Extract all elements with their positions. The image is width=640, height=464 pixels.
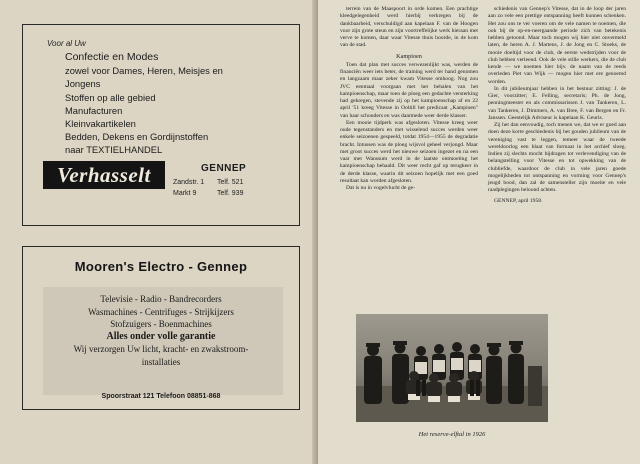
ad-city: GENNEP xyxy=(201,163,247,174)
signature: GENNEP, april 1958. xyxy=(494,197,543,204)
ad-line: Televisie - Radio - Bandrecorders xyxy=(100,294,222,304)
article-column-2 xyxy=(488,6,626,205)
ad-item: Kleinvakartikelen xyxy=(65,118,136,130)
address-1: Zandstr. 1 xyxy=(173,179,205,186)
team-photo-image xyxy=(356,314,548,422)
paragraph: Dat is nu in vogelvlucht de ge- xyxy=(346,185,415,191)
verhasselt-logo: Verhasselt xyxy=(43,161,165,189)
paragraph: In dit jubileumjaar hebben in het bestuur zitting: J. de Gier, voorzitter; E. Felling, secretaris; Ph. de Jong, penningmeester en als commissarissen J. van Tankeren, L. van Tankeren, J. Dimmers, A. van Bree, F. van Bergen en Fr. Janssen. Geestelijk Adviseur is kapelaan K. Geuris. xyxy=(488,85,626,121)
ad-product-lines xyxy=(23,293,299,368)
paragraph: Zij het dan eenvoudig, toch menen we, dat we er goed aan doen deze korte geschiedenis bij het gouden jubileum van de vereniging vast te leggen, temeer waar de tweede wereldoorlog een blaat van formaat in het archief sloeg. Indien zij slechts mocht bijdragen tot verlevendiging van de belangstelling voor Vitesse en tot opwekking van de clubliefde, waardoor de club in vele jaren goede mogelijkheden tot ontspanning en vorming voor Gennep's jeugd bood, dan zal de samensteller zijn moeite en vele raadplegingen beloond achten. xyxy=(488,122,626,194)
paragraph: terrein van de Maaspoort in orde komen. Een prachtige kleedgelegenheid werd hierbij verkregen bij de dankbaarheid, verschuldigd aan kapelaan F. van de Hoogen voor zijn grote steun en zijn voortreffelijke werk hieraan met verve te komen, daar waar Vitesse thuis hoorde, in de kom van de stad. xyxy=(340,6,478,49)
ad-item: Stoffen op alle gebied xyxy=(65,91,156,103)
ad-line: Stofzuigers - Boenmachines xyxy=(110,319,212,329)
ad-item: Confectie en Modes xyxy=(65,51,159,63)
ad-addresses xyxy=(173,178,261,199)
paragraph: schiedenis van Gennep's Vitesse, dat in de loop der jaren aan zo vele een prettige ontspanning heeft kunnen schenken. Het zou ons te ver voeren om de vele namen te noemen, die ook bij de op-en-neergaande periode zich van betekenis hebben getoond. Maar toch mogen wij hier niet onvermeld laten, de heren A. J. Martens, J. de Jong en C. Stoeks, de mooie doeltijd voor de club, de eerste wedstrijden voor de club hebben verleend. Ook de vele stille werkers, die de club kende — we noemen hier bijv. de naam van de reeds overleden Piet van Wijk — mogen hier met ere genoemd worden. xyxy=(488,6,626,85)
ad-line: installaties xyxy=(141,356,181,367)
ad-intro-text: Voor al Uw xyxy=(47,39,86,48)
mooren-advertisement xyxy=(22,246,300,410)
left-page xyxy=(0,0,318,464)
team-photo xyxy=(356,314,548,422)
ad-line: Wij verzorgen Uw licht, kracht- en zwakstroom- xyxy=(73,344,249,354)
section-heading: Kampioen xyxy=(396,52,422,60)
verhasselt-advertisement xyxy=(22,24,300,226)
ad-item: zowel voor Dames, Heren, Meisjes en xyxy=(65,65,223,77)
article-column-1 xyxy=(340,6,478,192)
photo-caption: Het reserve-elftal in 1926 xyxy=(418,431,486,438)
ad-street-phone: Spoorstraat 121 Telefoon 08851-868 xyxy=(101,393,221,400)
ad-item: Jongens xyxy=(65,78,101,90)
paragraph: Toen dat plan met succes verwezenlijkt was, werden de financiën weer iets beter, de training werd ter hand genomen en langzaam maar zeker kwam Vitesse omhoog. Nog zou JVC eenmaal voorgaan met het behalen van het kampioenschap, maar toen de ploeg een gedachte versterking had gekregen, stevende zij op het kampioenschap af en 22 april '51 kreeg Vitesse in Ooltill het predicaat „Kampioen" van haar schouders en was daarmede weer derde klasser. xyxy=(340,61,478,119)
ad-guarantee: Alles onder volle garantie xyxy=(106,330,216,342)
ad-item: Bedden, Dekens en Gordijnstoffen xyxy=(65,131,209,143)
phone-1: Telf. 521 xyxy=(217,179,244,186)
ad-item: naar TEXTIELHANDEL xyxy=(65,144,163,156)
ad-item: Manufacturen xyxy=(65,104,123,116)
ad-line: Wasmachines - Centrifuges - Strijkijzers xyxy=(88,306,234,317)
ad-title: Mooren's Electro - Gennep xyxy=(74,259,248,274)
paragraph: Een mooie tijdperk was afgesloten. Vitesse kreeg weer oude tegenstanders en met wisselend succes werden weer enkele seizoenen gespeeld, totdat 1954—1955 de degradatie bracht. Intussen was de ploeg wijsvol geheel verjongd. Maar met groot succes werd het nieuwe seizoen ingezet en na een vaar met Wanssum werd in de laatste ontmoeting het kampioenschap behaald. Dit weer recht gaf op terugkeer in de derde klasse, waarin dit seizoen hopelijk met een goed resultaat kan worden afgesloten. xyxy=(340,119,478,184)
address-2: Markt 9 xyxy=(173,189,197,197)
ad-product-list xyxy=(65,51,223,157)
phone-2: Telf. 939 xyxy=(217,189,244,197)
